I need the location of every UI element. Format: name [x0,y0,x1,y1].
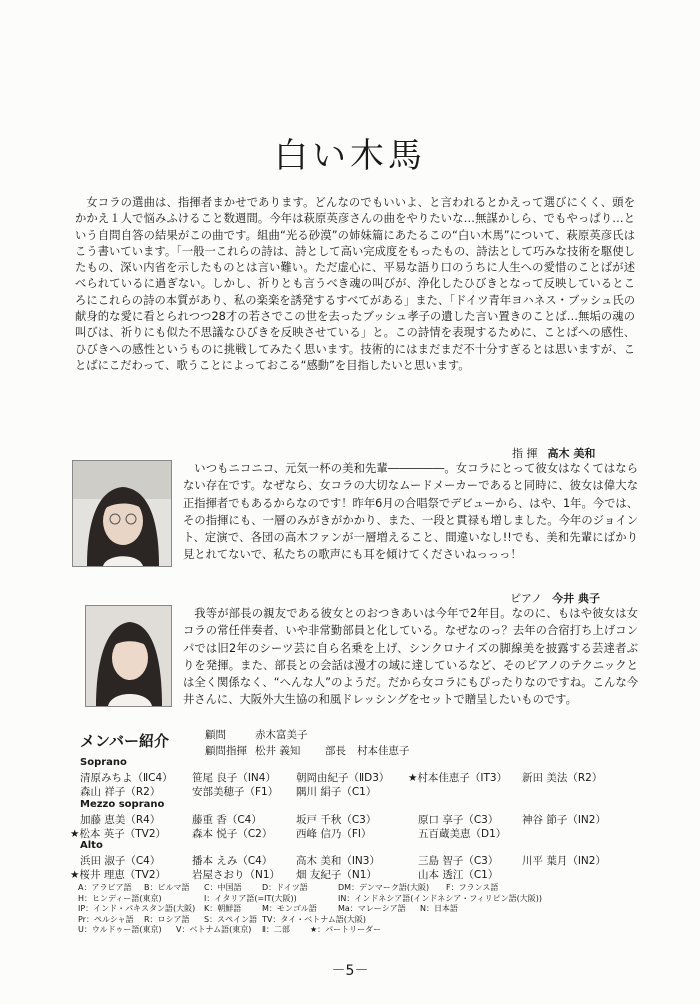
conductor-name: 高木 美和 [547,447,596,460]
member-name: 森山 祥子（R2） [80,786,161,798]
advisor-conductor-label: 顧問指揮 [205,745,247,757]
legend-item: A：アラビア語 [78,883,132,892]
legend-item: Ⅱ：二部 [262,925,290,935]
legend-item: TV：タイ・ベトナム語(大阪) [262,914,367,924]
advisor-line [205,727,308,742]
member-name: 播本 えみ（C4） [192,855,273,867]
legend-item: N：日本語 [420,904,458,914]
part-label-alto: Alto [80,840,103,851]
member-name: 高木 美和（IN3） [296,855,380,867]
pianist-name: 今井 典子 [552,592,600,605]
legend-item: Ma：マレーシア語 [338,904,406,914]
intro-paragraph: 女コラの選曲は、指揮者まかせであります。どんなのでもいいよ、と言われるとかえって選びにくく、頭をかかえ１人で悩みふけること数週間。今年は萩原英彦さんの曲をやりたいな…無謀かしら、でもやっぱり…という自問自答の結果がこの曲です。組曲“光る砂漠”の姉妹篇にあたるこの“白い木馬”について、萩原英彦氏はこう書いています。「一般一これらの詩は、詩として高い完成度をもったもの、詩法として巧みな技術を駆使したもの、深い内省を示したものとは言い難い。ただ虚心に、平易な語り口のうちに人生への愛惜のことばが述べられているに過ぎない。しかし、祈りとも言うべき魂の叫びが、浄化したひびきとなって反映しているところにこれらの詩の本質があり、私の楽楽を誘発するすべてがある」また、「ドイツ青年ヨハネス・ブッシュ氏の献身的な愛に看とられつつ28才の若さでこの世を去ったブッシュ孝子の遺した言い置きのことば…無垢の魂の叫びは、祈りにも似た不思議なひびきを反映させている」と。この詩情を表現するために、ことばへの感性、ひびきへの感性というものに挑戦してみたく思います。技術的にはまだまだ不十分すぎるとは思いますが、ことばにこだわって、歌うことによっておこる“感動”を目指したいと思います。 [75,196,635,372]
legend-row [78,894,542,905]
conductor-role: 指 揮 [512,447,538,460]
member-name: 川平 葉月（IN2） [522,855,606,867]
captain-name: 村本佳恵子 [357,745,410,757]
advisor-label: 顧問 [205,729,226,741]
pianist-heading [510,590,600,606]
legend-item: S：スペイン語 [204,914,258,924]
language-legend [78,883,542,936]
advisor-name: 赤木富美子 [255,729,308,741]
legend-item: M：モンゴル語 [262,904,317,914]
legend-item: R：ロシア語 [144,914,190,924]
legend-item: IP：インド・パキスタン語(大阪) [78,904,196,914]
member-name: 藤重 香（C4） [192,814,262,826]
conductor-heading [512,445,595,461]
member-name: 浜田 淑子（C4） [80,855,161,867]
member-name: 三島 智子（C3） [418,855,499,867]
conductor-photo [72,460,172,567]
part-label-soprano: Soprano [80,757,127,768]
pianist-photo [85,605,172,707]
member-name: 坂戸 千秋（C3） [296,814,377,826]
member-name: 安部美穂子（F1） [192,786,279,798]
captain-label: 部長 [325,745,346,757]
member-name: 隅川 絹子（C1） [296,786,377,798]
legend-item: C：中国語 [204,883,242,892]
members-heading: メンバー紹介 [80,732,169,750]
legend-item: B：ビルマ語 [144,883,190,892]
staff-line [205,743,410,758]
page-title: 白い木馬 [274,136,426,176]
member-name: 山本 透江（C1） [418,869,499,881]
advisor-conductor-name: 松井 義知 [255,745,301,757]
legend-item: V：ベトナム語(東京) [176,925,252,935]
page-number: －5－ [331,963,369,979]
legend-row [78,925,542,936]
legend-item: H：ヒンディー語(東京) [78,893,162,903]
member-name: ★松本 英子（TV2） [70,828,167,840]
member-name: 加藤 恵美（R4） [80,814,161,826]
legend-row [78,915,542,926]
member-name: 笹尾 良子（IN4） [192,772,276,784]
legend-row [78,904,542,915]
member-name: 西峰 信乃（FI） [296,828,372,840]
legend-item: I：イタリア語(=IT(大阪)) [204,893,297,903]
member-name: 畑 友紀子（N1） [296,869,377,881]
legend-item: Pr：ペルシャ語 [78,914,134,924]
legend-item: ★：パートリーダー [310,925,382,935]
member-name: 原口 享子（C3） [418,814,499,826]
part-label-mezzo-soprano: Mezzo soprano [80,799,165,810]
member-name: 新田 美法（R2） [522,772,603,784]
member-name: 朝岡由紀子（ⅡD3） [296,772,390,784]
legend-item: K：朝鮮語 [204,904,242,914]
legend-item: DM：デンマーク語(大阪) [338,883,430,892]
legend-item: F：フランス語 [446,883,499,892]
member-name: 五百蔵美恵（D1） [418,828,507,840]
legend-item: D：ドイツ語 [262,883,308,892]
member-name: 岩屋さおり（N1） [192,869,281,881]
member-name: ★桜井 理恵（TV2） [70,869,167,881]
member-name: ★村本佳恵子（IT3） [408,772,508,784]
legend-item: IN：インドネシア語(インドネシア・フィリピン語(大阪)) [338,893,543,903]
conductor-text: いつもニコニコ、元気一杯の美和先輩―――――。女コラにとって彼女はなくてはならない存在です。なぜなら、女コラの大切なムードメーカーであると同時に、彼女は偉大な正指揮者でもあるからなのです！昨年6月の合唱祭でデビューから、はや、1年。今では、その指揮にも、一層のみがきがかかり、また、一段と貫禄も増しました。今年のジョイント、定演で、各団の高木ファンが一層増えること、間違いなし!!でも、美和先輩にばかり見とれてないで、私たちの歌声にも耳を傾けてくださいねっっっ！ [183,462,638,562]
legend-row [78,883,542,894]
pianist-role: ピアノ [510,592,543,605]
member-name: 森本 悦子（C2） [192,828,273,840]
member-name: 清原みちよ（ⅡC4） [80,772,173,784]
legend-item: U：ウルドゥー語(東京) [78,925,162,935]
member-name: 神谷 節子（IN2） [522,814,606,826]
pianist-text: 我等が部長の親友である彼女とのおつきあいは今年で2年目。なのに、もはや彼女は女コラの常任伴奏者、いや非常勤部員と化している。なぜなのっ？去年の合宿打ち上げコンパでは旧2年のシーツ芸に自ら名乗を上げ、シンクロナイズの脚線美を披露する芸達者ぶりを発揮。また、部長との会話は漫才の域に達しているなど、そのピアノのテクニックとは全く関係なく、“へんな人”のようだ。だから女コラにもぴったりなのですね。こんな今井さんに、大阪外大生協の和風ドレッシングをセットで贈呈したいものです。 [183,607,638,707]
